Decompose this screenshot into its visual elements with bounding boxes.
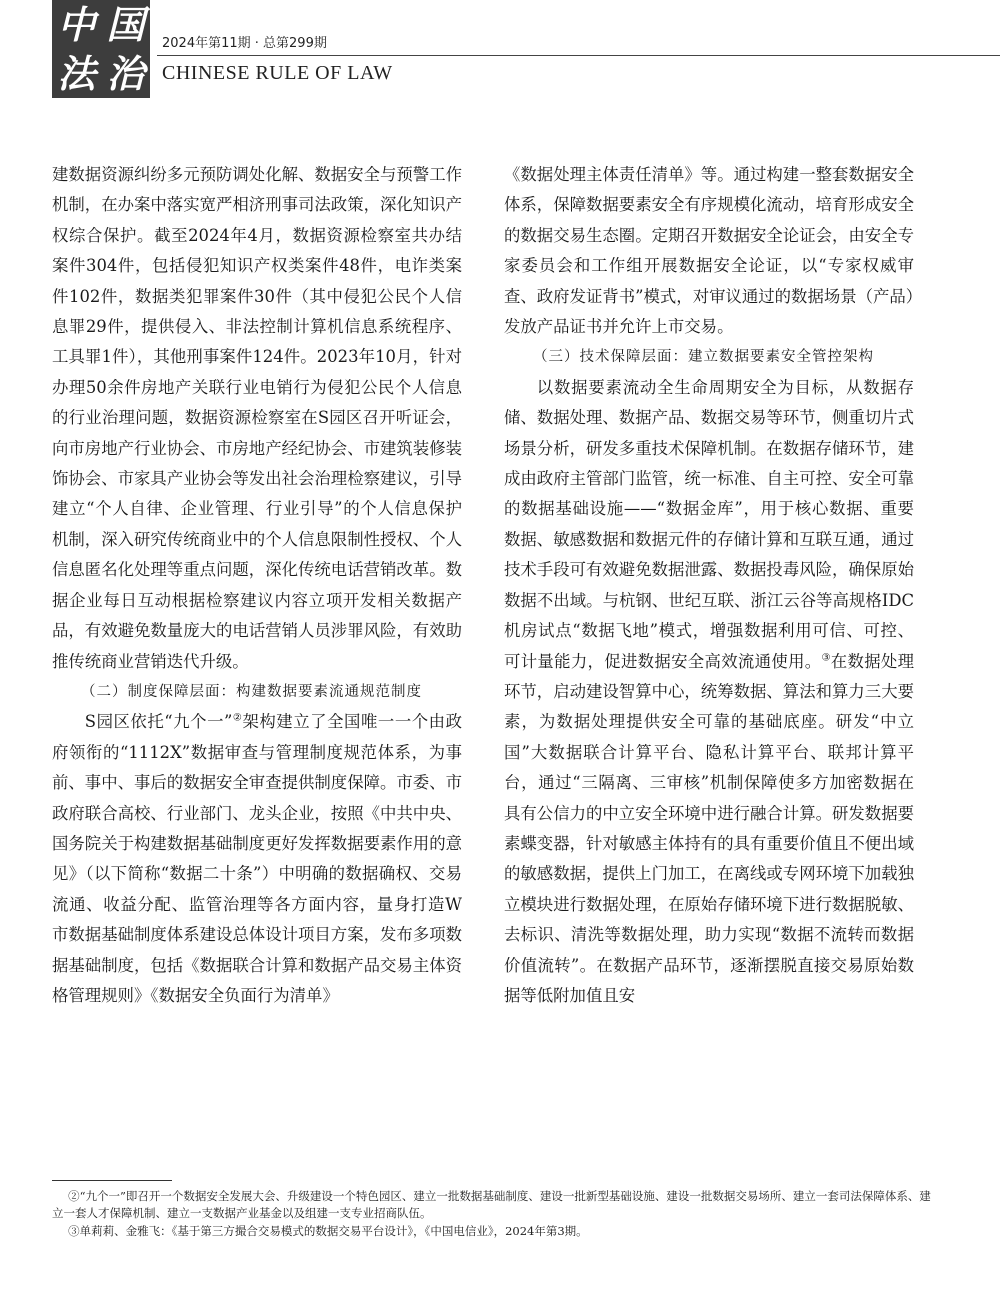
footnotes	[52, 1188, 942, 1241]
logo-char: 中	[57, 2, 96, 47]
page-header	[0, 0, 1000, 100]
paragraph-text: 以数据要素流动全生命周期安全为目标，从数据存储、数据处理、数据产品、数据交易等环节，侧重切片式场景分析，研发多重技术保障机制。在数据存储环节，建成由政府主管部门监管，统一标准、自主可控、安全可靠的数据基础设施——“数据金库”，用于核心数据、重要数据、敏感数据和数据元件的存储计算和互联互通，通过技术手段可有效避免数据泄露、数据投毒风险，确保原始数据不出域。与杭钢、世纪互联、浙江云谷等高规格IDC机房试点“数据飞地”模式，增强数据利用可信、可控、可计量能力，促进数据安全高效流通使用。	[504, 377, 914, 671]
logo-char: 法	[57, 51, 96, 96]
footnote-ref[interactable]: ③	[821, 652, 831, 664]
footnote-ref[interactable]: ②	[232, 712, 243, 724]
paragraph-text: 架构建立了全国唯一一个由政府领衔的“1112X”数据审查与管理制度规范体系，为事前、事中、事后的数据安全审查提供制度保障。市委、市政府联合高校、行业部门、龙头企业，按照《中共中央、国务院关于构建数据基础制度更好发挥数据要素作用的意见》（以下简称“数据二十条”）中明确的数据确权、交易流通、收益分配、监管治理等各方面内容，量身打造W市数据基础制度体系建设总体设计项目方案，发布多项数据基础制度，包括《数据联合计算和数据产品交易主体资格管理规则》《数据安全负面行为清单》	[52, 712, 462, 1005]
left-column	[52, 160, 462, 1011]
logo-char: 治	[106, 51, 145, 96]
footnote: ③单莉莉、金雅飞：《基于第三方撮合交易模式的数据交易平台设计》，《中国电信业》，2024年第3期。	[68, 1224, 588, 1238]
journal-title-en: CHINESE RULE OF LAW	[162, 62, 393, 84]
paragraph-text: S园区依托“九个一”	[84, 712, 233, 732]
footnote-rule	[52, 1180, 172, 1181]
header-rule	[157, 55, 1000, 56]
logo-char: 国	[106, 2, 145, 47]
paragraph	[504, 373, 914, 1012]
issue-number: 2024年第11期 · 总第299期	[162, 36, 327, 51]
paragraph-text: 在数据处理环节，启动建设智算中心，统筹数据、算法和算力三大要素，为数据处理提供安全可靠的基础底座。研发“中立国”大数据联合计算平台、隐私计算平台、联邦计算平台，通过“三隔离、三审核”机制保障使多方加密数据在具有公信力的中立安全环境中进行融合计算。研发数据要素蝶变器，针对敏感主体持有的具有重要价值且不便出域的敏感数据，提供上门加工，在离线或专网环境下加载独立模块进行数据处理，在原始存储环境下进行数据脱敏、去标识、清洗等数据处理，助力实现“数据不流转而数据价值流转”。在数据产品环节，逐渐摆脱直接交易原始数据等低附加值且安	[504, 651, 915, 1005]
paragraph: 建数据资源纠纷多元预防调处化解、数据安全与预警工作机制，在办案中落实宽严相济刑事司法政策，深化知识产权综合保护。截至2024年4月，数据资源检察室共办结案件304件，包括侵犯知识产权类案件48件，电诈类案件102件，数据类犯罪案件30件（其中侵犯公民个人信息罪29件，提供侵入、非法控制计算机信息系统程序、工具罪1件），其他刑事案件124件。2023年10月，针对办理50余件房地产关联行业电销行为侵犯公民个人信息的行业治理问题，数据资源检察室在S园区召开听证会，向市房地产行业协会、市房地产经纪协会、市建筑装修装饰协会、市家具产业协会等发出社会治理检察建议，引导建立“个人自律、企业管理、行业引导”的个人信息保护机制，深入研究传统商业中的个人信息限制性授权、个人信息匿名化处理等重点问题，深化传统电话营销改革。数据企业每日互动根据检察建议内容立项开发相关数据产品，有效避免数量庞大的电话营销人员涉罪风险，有效助推传统商业营销迭代升级。	[52, 165, 462, 671]
journal-logo	[52, 0, 150, 98]
paragraph	[52, 707, 462, 1011]
section-heading: （二）制度保障层面：构建数据要素流通规范制度	[81, 683, 422, 700]
section-heading: （三）技术保障层面：建立数据要素安全管控架构	[533, 349, 874, 366]
paragraph: 《数据处理主体责任清单》等。通过构建一整套数据安全体系，保障数据要素安全有序规模化流动，培育形成安全的数据交易生态圈。定期召开数据安全论证会，由安全专家委员会和工作组开展数据安全论证，以“专家权威审查、政府发证背书”模式，对审议通过的数据场景（产品）发放产品证书并允许上市交易。	[504, 165, 914, 337]
footnote: ②“九个一”即召开一个数据安全发展大会、升级建设一个特色园区、建立一批数据基础制度、建设一批新型基础设施、建设一批数据交易场所、建立一套司法保障体系、建立一套人才保障机制、建立一支数据产业基金以及组建一支专业招商队伍。	[52, 1189, 931, 1220]
right-column	[504, 160, 914, 1011]
